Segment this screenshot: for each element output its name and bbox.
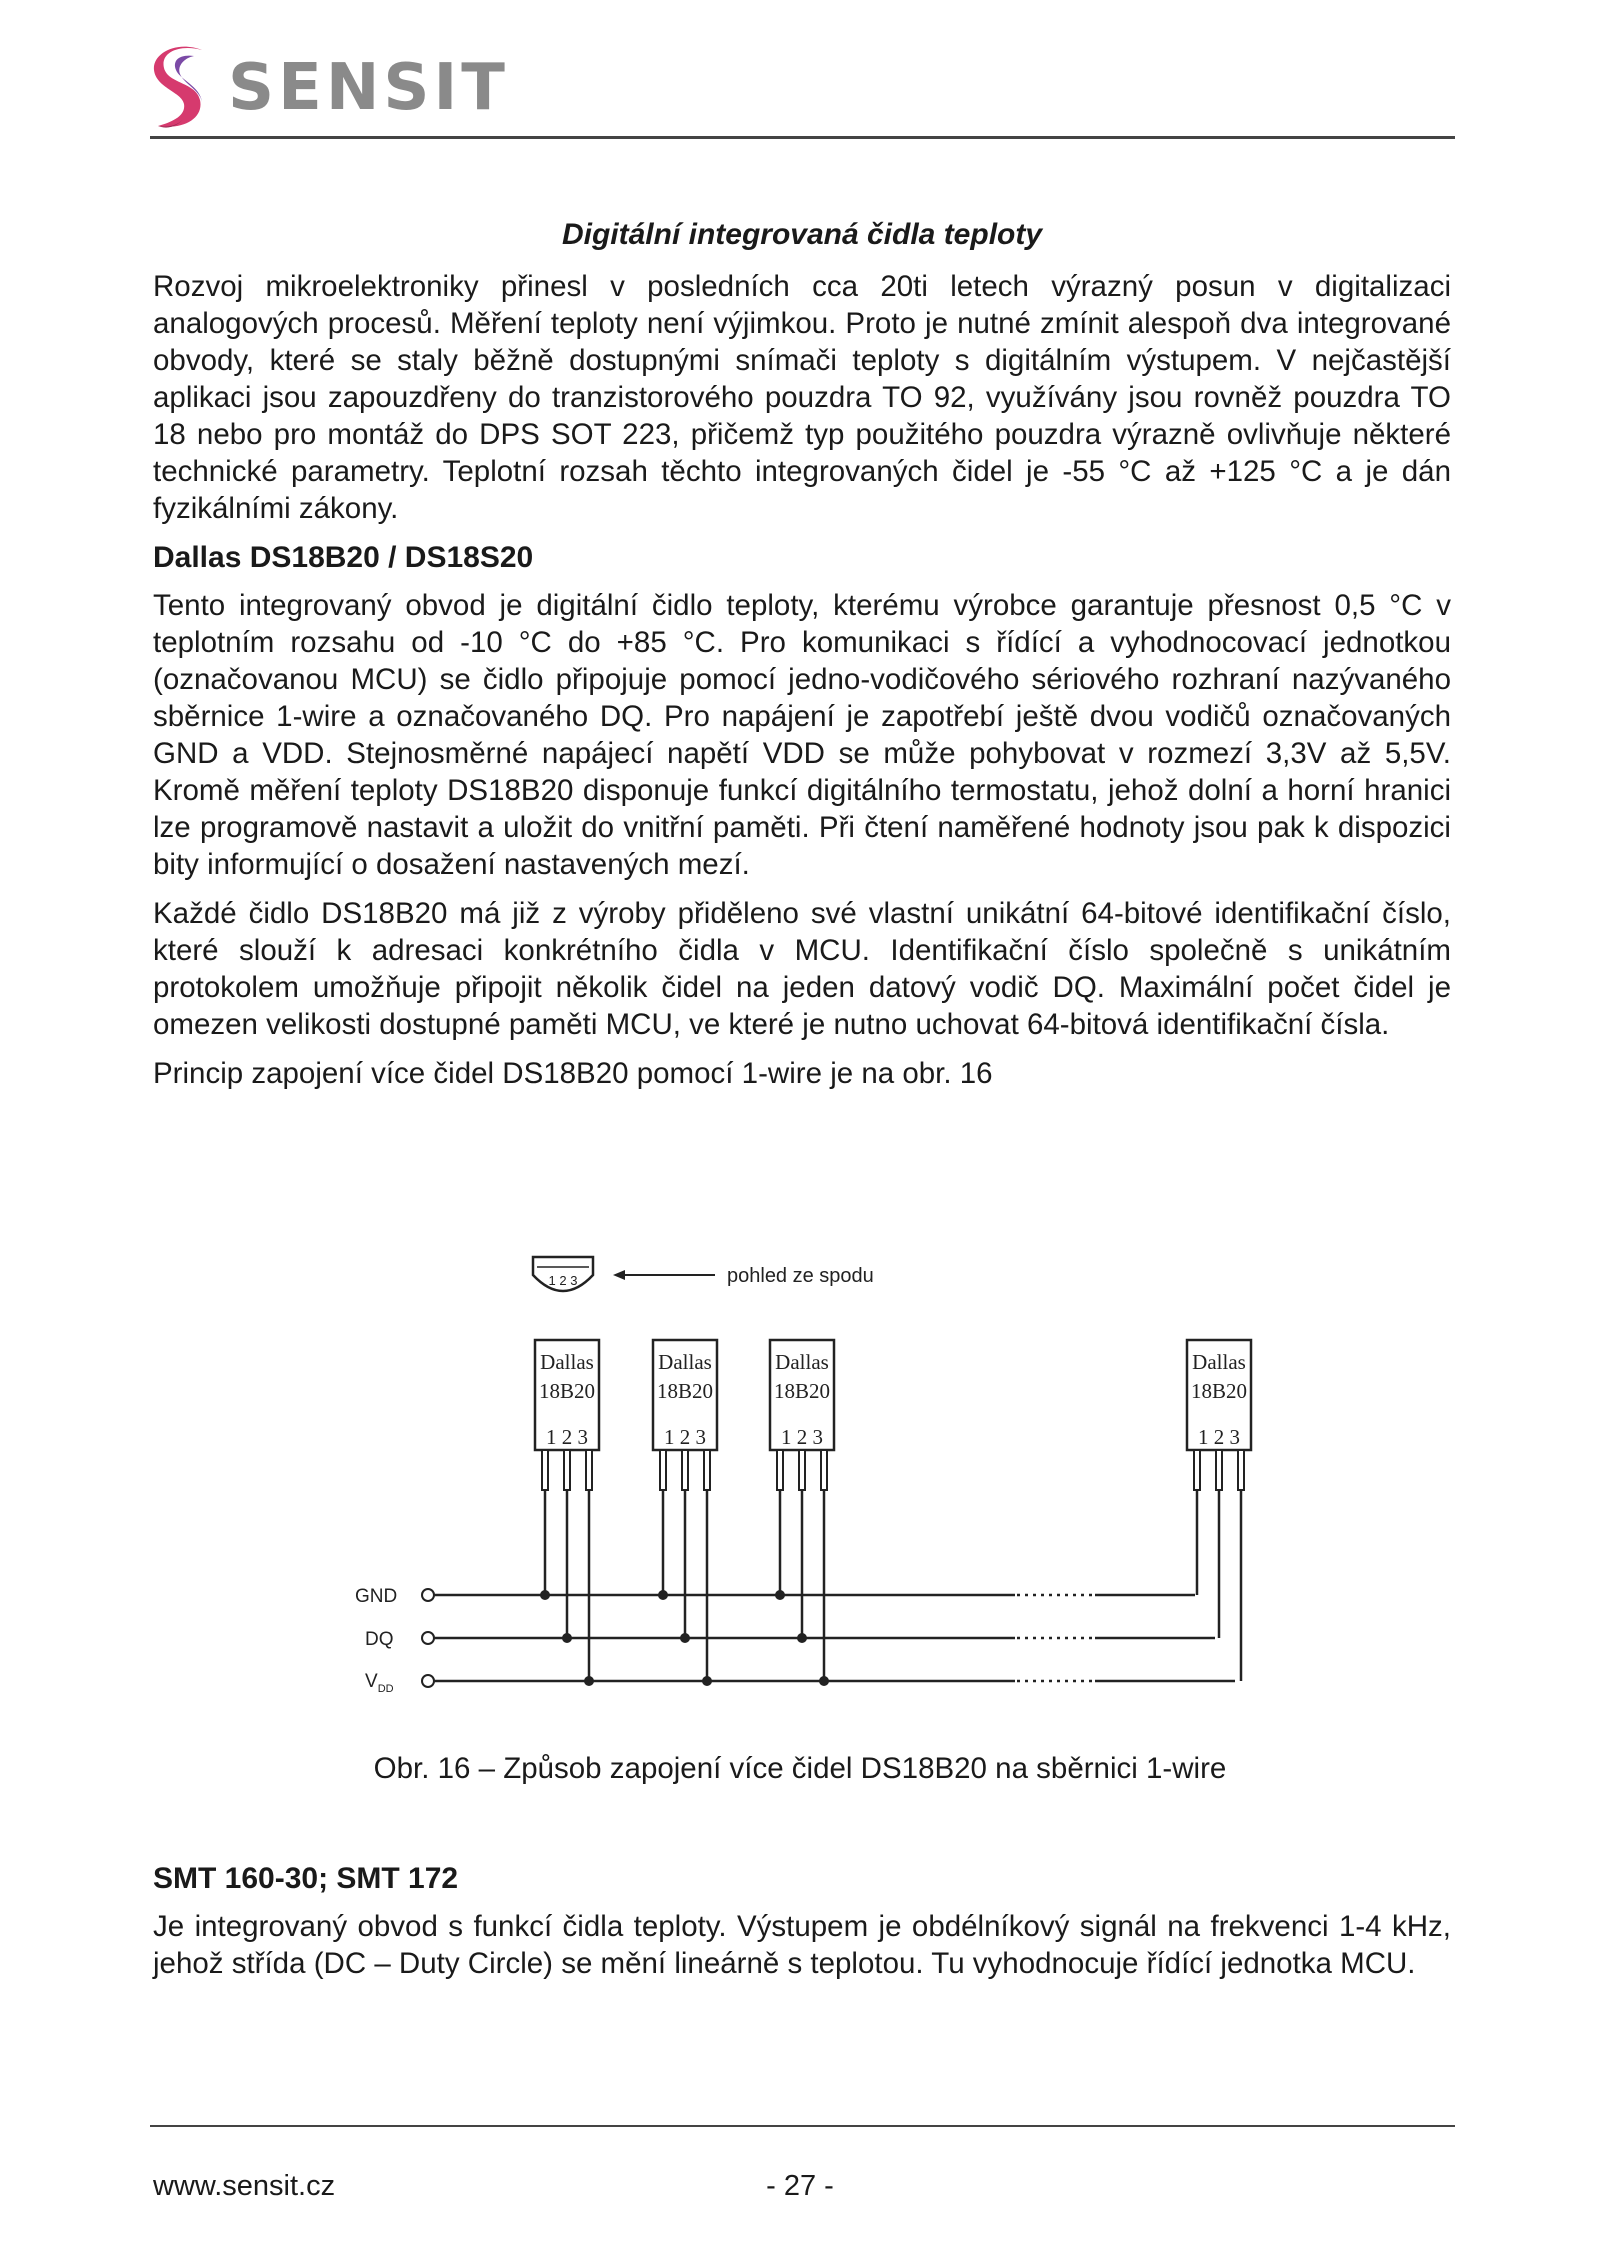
sensor-chip bbox=[535, 1340, 599, 1686]
bus-lines bbox=[355, 1586, 1235, 1695]
header-divider bbox=[150, 136, 1455, 139]
figure-caption: Obr. 16 – Způsob zapojení více čidel DS18B20 na sběrnici 1-wire bbox=[373, 1752, 1227, 1785]
chip-pin bbox=[1216, 1450, 1222, 1490]
gnd-terminal bbox=[422, 1589, 434, 1601]
wiring-diagram bbox=[355, 1245, 1255, 1705]
dallas-paragraph-1: Tento integrovaný obvod je digitální čidlo teploty, kterému výrobce garantuje přesnost 0,5 °C v teplotním rozsahu od -10 °C do +85 °C. Pro komunikaci s řídící a vyhodnocovací jednotkou (označovanou MCU) se čidlo připojuje pomocí jedno-vodičového sériového rozhraní nazývaného sběrnice 1-wire a označovaného DQ. Pro napájení je zapotřebí ještě dvou vodičů označovaných GND a VDD. Stejnosměrné napájecí napětí VDD se může pohybovat v rozmezí 3,3V až 5,5V. Kromě měření teploty DS18B20 disponuje funkcí digitálního termostatu, jehož dolní a horní hranici lze programově nastavit a uložit do vnitřní paměti. Při čtení naměřené hodnoty jsou pak k dispozici bity informující o dosažení nastavených mezí. bbox=[153, 589, 1451, 881]
chip-pin-numbers: 1 2 3 bbox=[664, 1425, 706, 1449]
chip-pin bbox=[660, 1450, 666, 1490]
sensit-logo-icon bbox=[150, 42, 214, 134]
bus-label-gnd: GND bbox=[355, 1586, 398, 1607]
chip-label-line2: 18B20 bbox=[538, 1379, 596, 1403]
smt-section bbox=[153, 1860, 1451, 1994]
intro-paragraph: Rozvoj mikroelektroniky přinesl v posledních cca 20ti letech výrazný posun v digitalizaci analogových procesů. Měření teploty není výjimkou. Proto je nutné zmínit alespoň dva integrované obvody, které se staly běžně dostupnými snímači teploty s digitálním výstupem. V nejčastější aplikaci jsou zapouzdřeny do tranzistorového pouzdra TO 92, využívány jsou rovněž pouzdra TO 18 nebo pro montáž do DPS SOT 223, přičemž typ použitého pouzdra výrazně ovlivňuje některé technické parametry. Teplotní rozsah těchto integrovaných čidel je -55 °C až +125 °C a je dán fyzikálními zákony. bbox=[153, 270, 1451, 525]
chip-pin bbox=[564, 1450, 570, 1490]
page-title: Digitální integrovaná čidla teploty bbox=[561, 218, 1043, 251]
chip-label-line1: Dallas bbox=[658, 1350, 712, 1374]
chip-pin bbox=[542, 1450, 548, 1490]
chip-pin bbox=[704, 1450, 710, 1490]
chip-label-line1: Dallas bbox=[540, 1350, 594, 1374]
package-bottom-view bbox=[533, 1257, 874, 1291]
chip-label-line2: 18B20 bbox=[773, 1379, 831, 1403]
section-heading-smt: SMT 160-30; SMT 172 bbox=[153, 1862, 459, 1895]
chip-label-line2: 18B20 bbox=[1190, 1379, 1248, 1403]
chip-pin bbox=[1194, 1450, 1200, 1490]
logo-text: SENSIT bbox=[228, 50, 509, 125]
bus-label-vdd: $V_{DD}$ bbox=[365, 1671, 394, 1695]
sensor-chips bbox=[535, 1340, 1251, 1686]
sensit-logo bbox=[150, 40, 509, 135]
chip-pin-numbers: 1 2 3 bbox=[781, 1425, 823, 1449]
package-pin-label: 1 2 3 bbox=[548, 1273, 578, 1288]
chip-pin bbox=[777, 1450, 783, 1490]
chip-pin bbox=[682, 1450, 688, 1490]
dq-terminal bbox=[422, 1632, 434, 1644]
wiring-diagram-svg bbox=[355, 1245, 1255, 1705]
chip-pin-numbers: 1 2 3 bbox=[546, 1425, 588, 1449]
main-content bbox=[153, 218, 1451, 1092]
chip-pin bbox=[586, 1450, 592, 1490]
sensor-chip bbox=[770, 1340, 834, 1686]
vdd-terminal bbox=[422, 1675, 434, 1687]
page-number: - 27 - bbox=[766, 2170, 834, 2202]
chip-pin bbox=[799, 1450, 805, 1490]
chip-label-line2: 18B20 bbox=[656, 1379, 714, 1403]
chip-pin bbox=[821, 1450, 827, 1490]
smt-paragraph: Je integrovaný obvod s funkcí čidla teploty. Výstupem je obdélníkový signál na frekvenci 1-4 kHz, jehož střída (DC – Duty Circle) se mění lineárně s teplotou. Tu vyhodnocuje řídící jednotka MCU. bbox=[153, 1910, 1451, 1980]
footer-website: www.sensit.cz bbox=[153, 2170, 336, 2202]
bus-label-dq: DQ bbox=[365, 1629, 394, 1650]
footer-divider bbox=[150, 2125, 1455, 2127]
section-heading-dallas: Dallas DS18B20 / DS18S20 bbox=[153, 541, 534, 574]
chip-label-line1: Dallas bbox=[1192, 1350, 1246, 1374]
dallas-paragraph-2: Každé čidlo DS18B20 má již z výroby přiděleno své vlastní unikátní 64-bitové identifikační číslo, které slouží k adresaci konkrétního čidla v MCU. Identifikační číslo společně s unikátním protokolem umožňuje připojit několik čidel na jeden datový vodič DQ. Maximální počet čidel je omezen velikosti dostupné paměti MCU, ve které je nutno uchovat 64-bitová identifikační čísla. bbox=[153, 897, 1451, 1041]
chip-pin-numbers: 1 2 3 bbox=[1198, 1425, 1240, 1449]
view-label: pohled ze spodu bbox=[727, 1265, 874, 1287]
chip-label-line1: Dallas bbox=[775, 1350, 829, 1374]
sensor-chip bbox=[653, 1340, 717, 1686]
dallas-paragraph-3: Princip zapojení více čidel DS18B20 pomocí 1-wire je na obr. 16 bbox=[153, 1057, 993, 1090]
sensor-chip bbox=[1187, 1340, 1251, 1681]
chip-pin bbox=[1238, 1450, 1244, 1490]
